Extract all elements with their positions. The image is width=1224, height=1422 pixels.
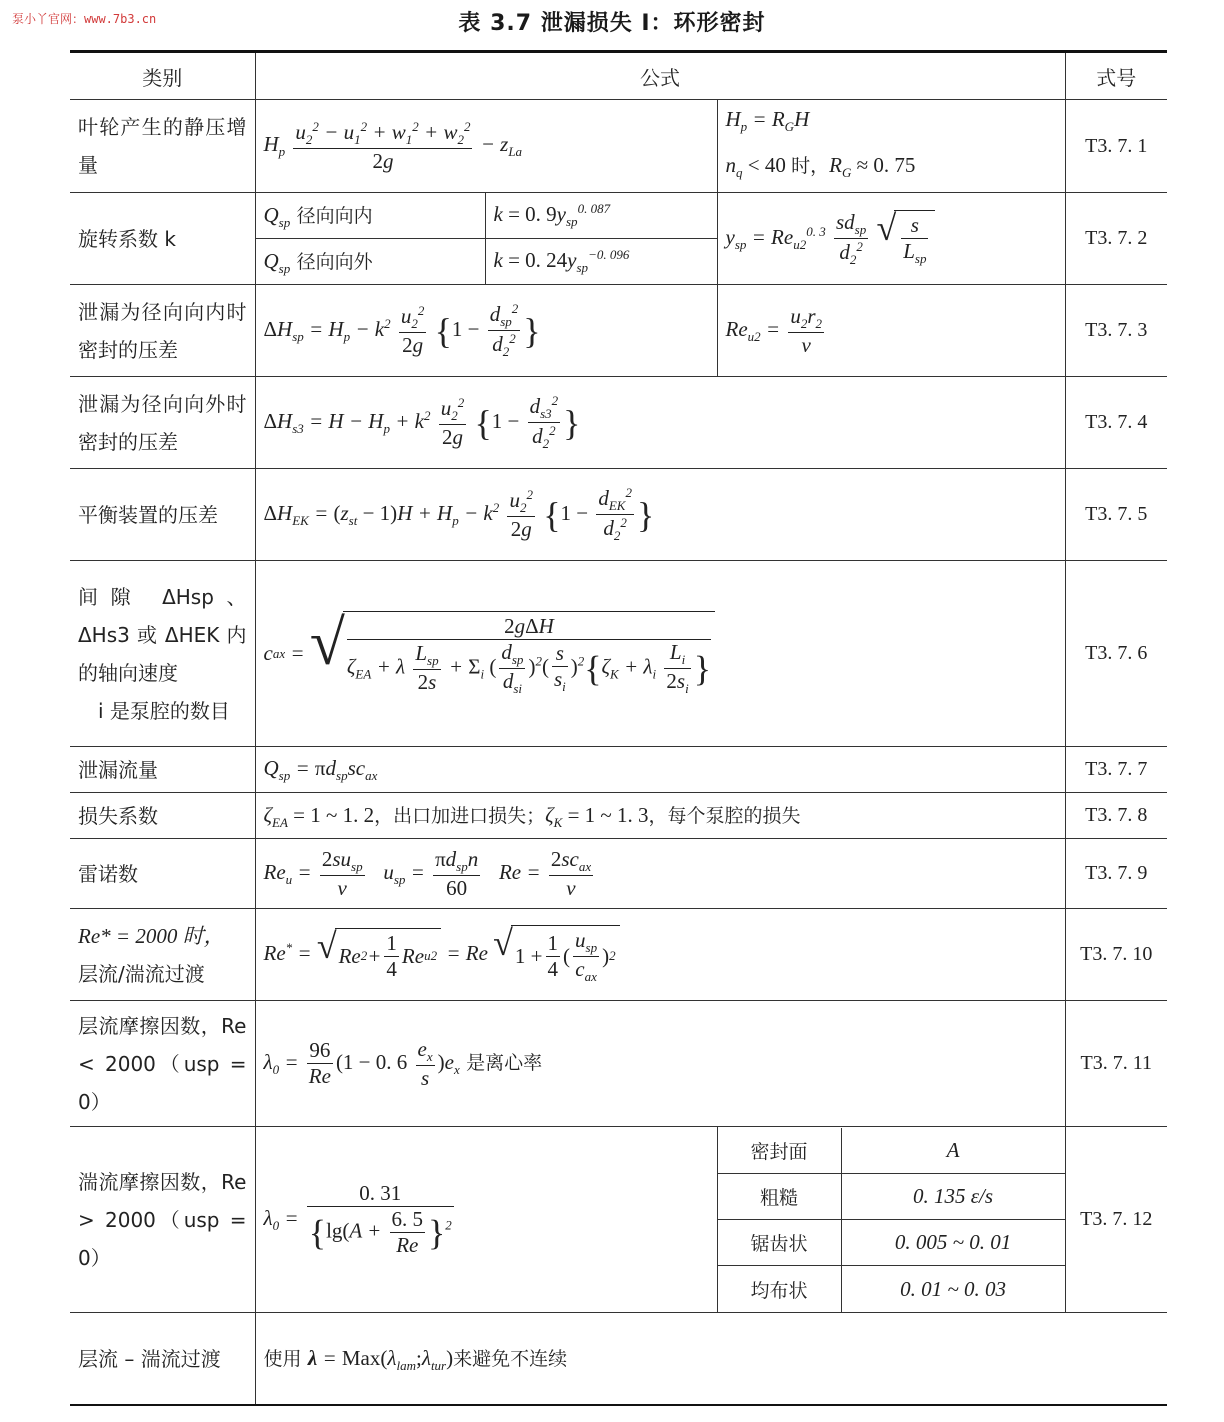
header-formula: 公式 [255, 52, 1065, 100]
table-row [70, 193, 1167, 239]
surface-value: 0. 005 ~ 0. 01 [841, 1220, 1064, 1266]
formula-number: T3. 7. 9 [1065, 839, 1167, 909]
header-row [70, 52, 1167, 100]
category-text: 层流/湍流过渡 [78, 961, 205, 986]
table-row [70, 377, 1167, 469]
category-text: 间隙 ΔHsp、ΔHs3 或 ΔHEK 内的轴向速度 [78, 584, 247, 685]
category-cell: 层流 – 湍流过渡 [70, 1313, 255, 1405]
table-row [70, 747, 1167, 793]
category-text: Re* = 2000 时， [78, 923, 225, 948]
category-cell: 损失系数 [70, 793, 255, 839]
note-text: 是离心率 [466, 1051, 543, 1074]
table-row [70, 100, 1167, 193]
formula-number: T3. 7. 11 [1065, 1001, 1167, 1127]
formula-number: T3. 7. 2 [1065, 193, 1167, 285]
formula-cell: Re* = √ Re 2 + $\frac{1}{4}$ Re u 2 = Re √ 1 + $\frac{1}{4}$ ( $\frac{u_{sp}}{c_{ax}}$ ) 2 [255, 909, 1065, 1001]
note-text: 来避免不连续 [453, 1347, 568, 1370]
surface-header: 密封面 [718, 1128, 842, 1174]
formula-cell: 使用 $\lambda = Max(\lambda_{lam};\lambda_{tur})$来避免不连续 [255, 1313, 1167, 1405]
formula-number: T3. 7. 1 [1065, 100, 1167, 193]
formula-number: T3. 7. 4 [1065, 377, 1167, 469]
note-text: ，出口加进口损失； [374, 804, 546, 827]
formula-cell: k = 0. $9y_{sp}^{0. 087}$ [485, 193, 717, 239]
formula-cell: $Q_{sp}$ 径向向外 [255, 239, 485, 285]
category-cell: 泄漏流量 [70, 747, 255, 793]
table-row [70, 1127, 1167, 1313]
formula-number: T3. 7. 8 [1065, 793, 1167, 839]
table-row [70, 909, 1167, 1001]
header-number: 式号 [1065, 52, 1167, 100]
formula-cell: $\lambda_0$ = 0. 31 {lg(A + $\frac{6. 5}{Re}$ }$^2$ [255, 1127, 717, 1313]
category-cell: 平衡装置的压差 [70, 469, 255, 561]
table-row [70, 285, 1167, 377]
formula-number: T3. 7. 7 [1065, 747, 1167, 793]
table-title: 表 3.7 泄漏损失 I：环形密封 [458, 11, 766, 36]
formula-table [70, 50, 1167, 1406]
formula-cell: $\lambda_0$ = $\frac{96}{Re}$ (1 − 0. 6 $\frac{e_x}{s}$ )$e_x$ 是离心率 [255, 1001, 1065, 1127]
category-cell: 湍流摩擦因数，Re > 2000（usp = 0） [70, 1127, 255, 1313]
note-text: ，每个泵腔的损失 [648, 804, 801, 827]
direction-label: 径向向外 [296, 250, 373, 273]
category-note: i 是泵腔的数目 [98, 698, 230, 723]
formula-cell: $H_p$ $\frac{u_2^2 - u_1^2 + w_1^2 + w_2^2}{2g}$ − $z_{La}$ [255, 100, 717, 193]
formula-cell: c ax = √ 2gΔH $\zeta_{EA} + \lambda$ $\frac{L_{sp}}{2s}$ + $\Sigma_i$ ( $\frac{d_{sp}}{d_{si}}$ )$^2$( $\frac{s}{s_i}$ )$^2\{\zeta_K + \lambda_i$ $\frac{L_i}{2s_i}$ } [255, 561, 1065, 747]
formula-number: T3. 7. 6 [1065, 561, 1167, 747]
table-row [70, 1313, 1167, 1405]
category-cell [70, 909, 255, 1001]
value-header: A [841, 1128, 1064, 1174]
formula-cell: $H_p = R_GH$ $n_q < 40$ 时，$R_G \approx 0$. 75 [717, 100, 1065, 193]
formula-number: T3. 7. 10 [1065, 909, 1167, 1001]
formula-cell: $Re_{u2}$ = $\frac{u_2r_2}{v}$ [717, 285, 1065, 377]
category-cell [70, 561, 255, 747]
note-text: 使用 [263, 1347, 302, 1370]
formula-number: T3. 7. 5 [1065, 469, 1167, 561]
table-row [70, 839, 1167, 909]
table-row [70, 1001, 1167, 1127]
formula-cell: k = 0. $24y_{sp}^{-0. 096}$ [485, 239, 717, 285]
surface-value: 0. 01 ~ 0. 03 [841, 1266, 1064, 1312]
formula-cell: $\Delta H_{sp} = H_p - k^2$ $\frac{u_2^2}{2g}$ {1 − $\frac{d_{sp}^2}{d_2^2}$ } [255, 285, 717, 377]
category-cell: 旋转系数 k [70, 193, 255, 285]
formula-cell: $Re_u$ = $\frac{2su_{sp}}{v}$ $u_{sp}$ = $\frac{\pi d_{sp}n}{60}$ Re = $\frac{2sc_{ax}}{v}$ [255, 839, 1065, 909]
category-cell: 层流摩擦因数，Re < 2000（usp = 0） [70, 1001, 255, 1127]
category-cell: 叶轮产生的静压增量 [70, 100, 255, 193]
formula-cell: $Q_{sp} = \pi d_{sp}sc_{ax}$ [255, 747, 1065, 793]
formula-cell: $\Delta H_{s3} = H - H_p + k^2$ $\frac{u_2^2}{2g}$ {1 − $\frac{d_{s3}^2}{d_2^2}$ } [255, 377, 1065, 469]
formula-cell: $y_{sp} = Re_{u2}^{0. 3}$ $\frac{sd_{sp}}{d_2^2}$ √ $\frac{s}{L_{sp}}$ [717, 193, 1065, 285]
surface-value: 0. 135 ε/s [841, 1174, 1064, 1220]
formula-number: T3. 7. 12 [1065, 1127, 1167, 1313]
formula-cell: $\Delta H_{EK} = (z_{st} - 1)H + H_p - k^2$ $\frac{u_2^2}{2g}$ {1 − $\frac{d_{EK}^2}{d_2^2}$ } [255, 469, 1065, 561]
surface-table [718, 1128, 1065, 1312]
direction-label: 径向向内 [296, 204, 373, 227]
surface-table-cell [717, 1127, 1065, 1313]
table-row [70, 469, 1167, 561]
watermark: 泵小丫官网：www.7b3.cn [12, 12, 157, 26]
surface-type: 粗糙 [718, 1174, 842, 1220]
category-cell: 泄漏为径向向外时密封的压差 [70, 377, 255, 469]
formula-number: T3. 7. 3 [1065, 285, 1167, 377]
formula-cell: $Q_{sp}$ 径向向内 [255, 193, 485, 239]
formula-cell: $\zeta_{EA} = 1$ ~ 1. 2，出口加进口损失；$\zeta_K = 1$ ~ 1. 3，每个泵腔的损失 [255, 793, 1065, 839]
category-cell: 雷诺数 [70, 839, 255, 909]
surface-type: 锯齿状 [718, 1220, 842, 1266]
table-row [70, 561, 1167, 747]
category-cell: 泄漏为径向向内时密封的压差 [70, 285, 255, 377]
header-category: 类别 [70, 52, 255, 100]
condition-text: 时， [791, 155, 830, 178]
surface-type: 均布状 [718, 1266, 842, 1312]
table-row [70, 793, 1167, 839]
